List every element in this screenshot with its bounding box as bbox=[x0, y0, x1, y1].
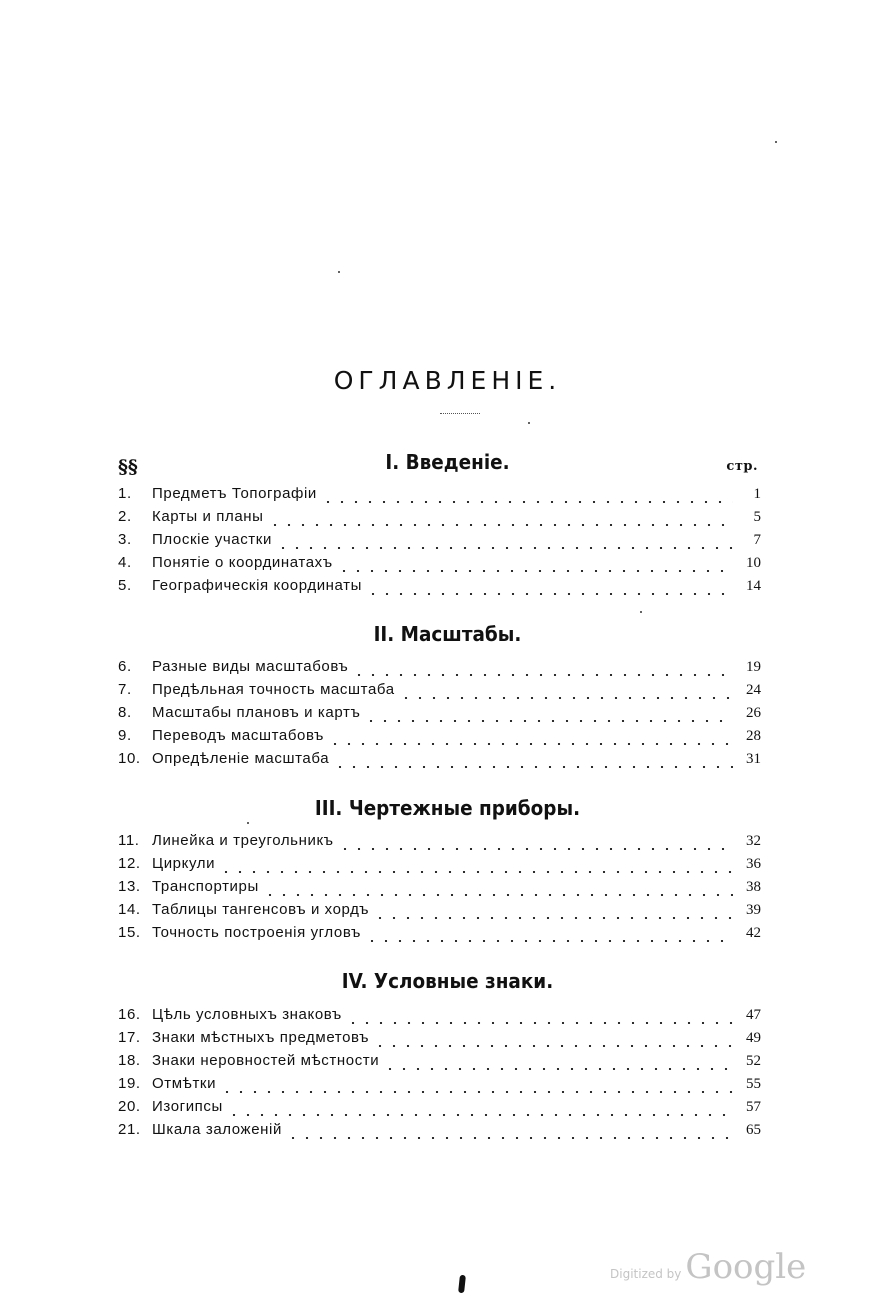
dot-leader bbox=[337, 570, 733, 572]
entry-page: 5 bbox=[753, 509, 761, 525]
entry-page: 49 bbox=[746, 1030, 761, 1046]
entry-title: Цѣль условныхъ знаковъ bbox=[152, 1006, 342, 1023]
toc-section-list bbox=[118, 485, 761, 600]
entry-page: 26 bbox=[746, 705, 761, 721]
toc-entry bbox=[118, 924, 761, 947]
entry-number: 19. bbox=[118, 1075, 141, 1092]
entry-title: Знаки мѣстныхъ предметовъ bbox=[152, 1029, 370, 1046]
scan-speck bbox=[247, 822, 249, 824]
dot-leader bbox=[333, 766, 733, 768]
dot-leader bbox=[338, 848, 733, 850]
entry-number: 20. bbox=[118, 1098, 141, 1115]
toc-entry bbox=[118, 704, 761, 727]
section-column-header: §§ bbox=[118, 456, 138, 478]
dot-leader bbox=[365, 940, 733, 942]
page-column-header: стр. bbox=[726, 459, 758, 474]
entry-number: 8. bbox=[118, 704, 132, 721]
entry-page: 24 bbox=[746, 682, 761, 698]
toc-section-list bbox=[118, 832, 761, 947]
dot-leader bbox=[366, 593, 733, 595]
dot-leader bbox=[268, 524, 733, 526]
dot-leader bbox=[383, 1068, 733, 1070]
toc-entry bbox=[118, 1052, 761, 1075]
entry-number: 16. bbox=[118, 1006, 141, 1023]
dot-leader bbox=[328, 743, 733, 745]
entry-number: 15. bbox=[118, 924, 141, 941]
section-heading: IV. Условные знаки. bbox=[341, 969, 554, 993]
entry-title: Разные виды масштабовъ bbox=[152, 658, 349, 675]
entry-number: 18. bbox=[118, 1052, 141, 1069]
toc-entry bbox=[118, 750, 761, 773]
entry-page: 31 bbox=[746, 751, 761, 767]
toc-entry bbox=[118, 508, 761, 531]
toc-entry bbox=[118, 1121, 761, 1144]
dot-leader bbox=[399, 697, 733, 699]
dot-leader bbox=[219, 871, 733, 873]
entry-number: 12. bbox=[118, 855, 141, 872]
entry-title: Предѣльная точность масштаба bbox=[152, 681, 395, 698]
entry-number: 4. bbox=[118, 554, 132, 571]
entry-title: Транспортиры bbox=[152, 878, 259, 895]
watermark-prefix: Digitized by bbox=[610, 1267, 682, 1281]
entry-title: Шкала заложеній bbox=[152, 1121, 282, 1138]
entry-page: 14 bbox=[746, 578, 761, 594]
entry-number: 21. bbox=[118, 1121, 141, 1138]
toc-entry bbox=[118, 658, 761, 681]
entry-page: 47 bbox=[746, 1007, 761, 1023]
toc-entry bbox=[118, 1098, 761, 1121]
entry-page: 57 bbox=[746, 1099, 761, 1115]
toc-entry bbox=[118, 577, 761, 600]
dot-leader bbox=[227, 1114, 733, 1116]
entry-page: 55 bbox=[746, 1076, 761, 1092]
dot-leader bbox=[373, 1045, 733, 1047]
entry-number: 11. bbox=[118, 832, 140, 849]
toc-entry bbox=[118, 1029, 761, 1052]
entry-title: Точность построенія угловъ bbox=[152, 924, 361, 941]
entry-page: 65 bbox=[746, 1122, 761, 1138]
ink-mark bbox=[458, 1275, 466, 1294]
entry-page: 42 bbox=[746, 925, 761, 941]
toc-section-list bbox=[118, 658, 761, 773]
entry-page: 32 bbox=[746, 833, 761, 849]
entry-number: 7. bbox=[118, 681, 132, 698]
dot-leader bbox=[364, 720, 733, 722]
entry-title: Переводъ масштабовъ bbox=[152, 727, 324, 744]
dot-leader bbox=[220, 1091, 733, 1093]
entry-title: Изогипсы bbox=[152, 1098, 223, 1115]
entry-number: 1. bbox=[118, 485, 132, 502]
dot-leader bbox=[286, 1137, 733, 1139]
scan-speck bbox=[338, 271, 340, 273]
entry-title: Отмѣтки bbox=[152, 1075, 217, 1092]
entry-title: Понятіе о координатахъ bbox=[152, 554, 333, 571]
entry-page: 1 bbox=[753, 486, 761, 502]
dot-leader bbox=[352, 674, 733, 676]
entry-number: 5. bbox=[118, 577, 132, 594]
toc-section-list bbox=[118, 1006, 761, 1144]
entry-page: 7 bbox=[753, 532, 761, 548]
digitized-watermark bbox=[610, 1247, 806, 1287]
toc-entry bbox=[118, 1075, 761, 1098]
entry-number: 17. bbox=[118, 1029, 141, 1046]
toc-entry bbox=[118, 681, 761, 704]
toc-entry bbox=[118, 901, 761, 924]
entry-number: 13. bbox=[118, 878, 141, 895]
toc-entry bbox=[118, 1006, 761, 1029]
page-title: ОГЛАВЛЕНІЕ. bbox=[333, 366, 562, 395]
entry-page: 28 bbox=[746, 728, 761, 744]
entry-page: 39 bbox=[746, 902, 761, 918]
entry-number: 6. bbox=[118, 658, 132, 675]
section-heading: II. Масштабы. bbox=[373, 622, 522, 646]
scan-speck bbox=[528, 422, 530, 424]
toc-entry bbox=[118, 832, 761, 855]
toc-entry bbox=[118, 878, 761, 901]
toc-entry bbox=[118, 855, 761, 878]
section-heading: I. Введеніе. bbox=[385, 450, 510, 474]
entry-title: Таблицы тангенсовъ и хордъ bbox=[152, 901, 370, 918]
entry-title: Циркули bbox=[152, 855, 216, 872]
entry-page: 38 bbox=[746, 879, 761, 895]
entry-page: 36 bbox=[746, 856, 761, 872]
watermark-brand: Google bbox=[685, 1247, 807, 1287]
scan-speck bbox=[640, 611, 642, 613]
entry-number: 10. bbox=[118, 750, 141, 767]
dot-leader bbox=[321, 501, 733, 503]
entry-number: 14. bbox=[118, 901, 141, 918]
entry-title: Знаки неровностей мѣстности bbox=[152, 1052, 380, 1069]
toc-entry bbox=[118, 727, 761, 750]
entry-number: 3. bbox=[118, 531, 132, 548]
entry-title: Опредѣленіе масштаба bbox=[152, 750, 330, 767]
entry-title: Линейка и треугольникъ bbox=[152, 832, 334, 849]
title-divider bbox=[440, 413, 480, 414]
entry-title: Карты и планы bbox=[152, 508, 264, 525]
entry-page: 10 bbox=[746, 555, 761, 571]
entry-number: 2. bbox=[118, 508, 132, 525]
section-heading: III. Чертежные приборы. bbox=[314, 796, 581, 820]
entry-title: Предметъ Топографіи bbox=[152, 485, 317, 502]
entry-page: 52 bbox=[746, 1053, 761, 1069]
entry-title: Масштабы плановъ и картъ bbox=[152, 704, 361, 721]
entry-number: 9. bbox=[118, 727, 132, 744]
dot-leader bbox=[346, 1022, 733, 1024]
entry-title: Географическія координаты bbox=[152, 577, 363, 594]
dot-leader bbox=[373, 917, 733, 919]
toc-entry bbox=[118, 554, 761, 577]
entry-page: 19 bbox=[746, 659, 761, 675]
dot-leader bbox=[263, 894, 733, 896]
toc-entry bbox=[118, 485, 761, 508]
scan-speck bbox=[775, 141, 777, 143]
entry-title: Плоскіе участки bbox=[152, 531, 272, 548]
toc-entry bbox=[118, 531, 761, 554]
dot-leader bbox=[276, 547, 733, 549]
